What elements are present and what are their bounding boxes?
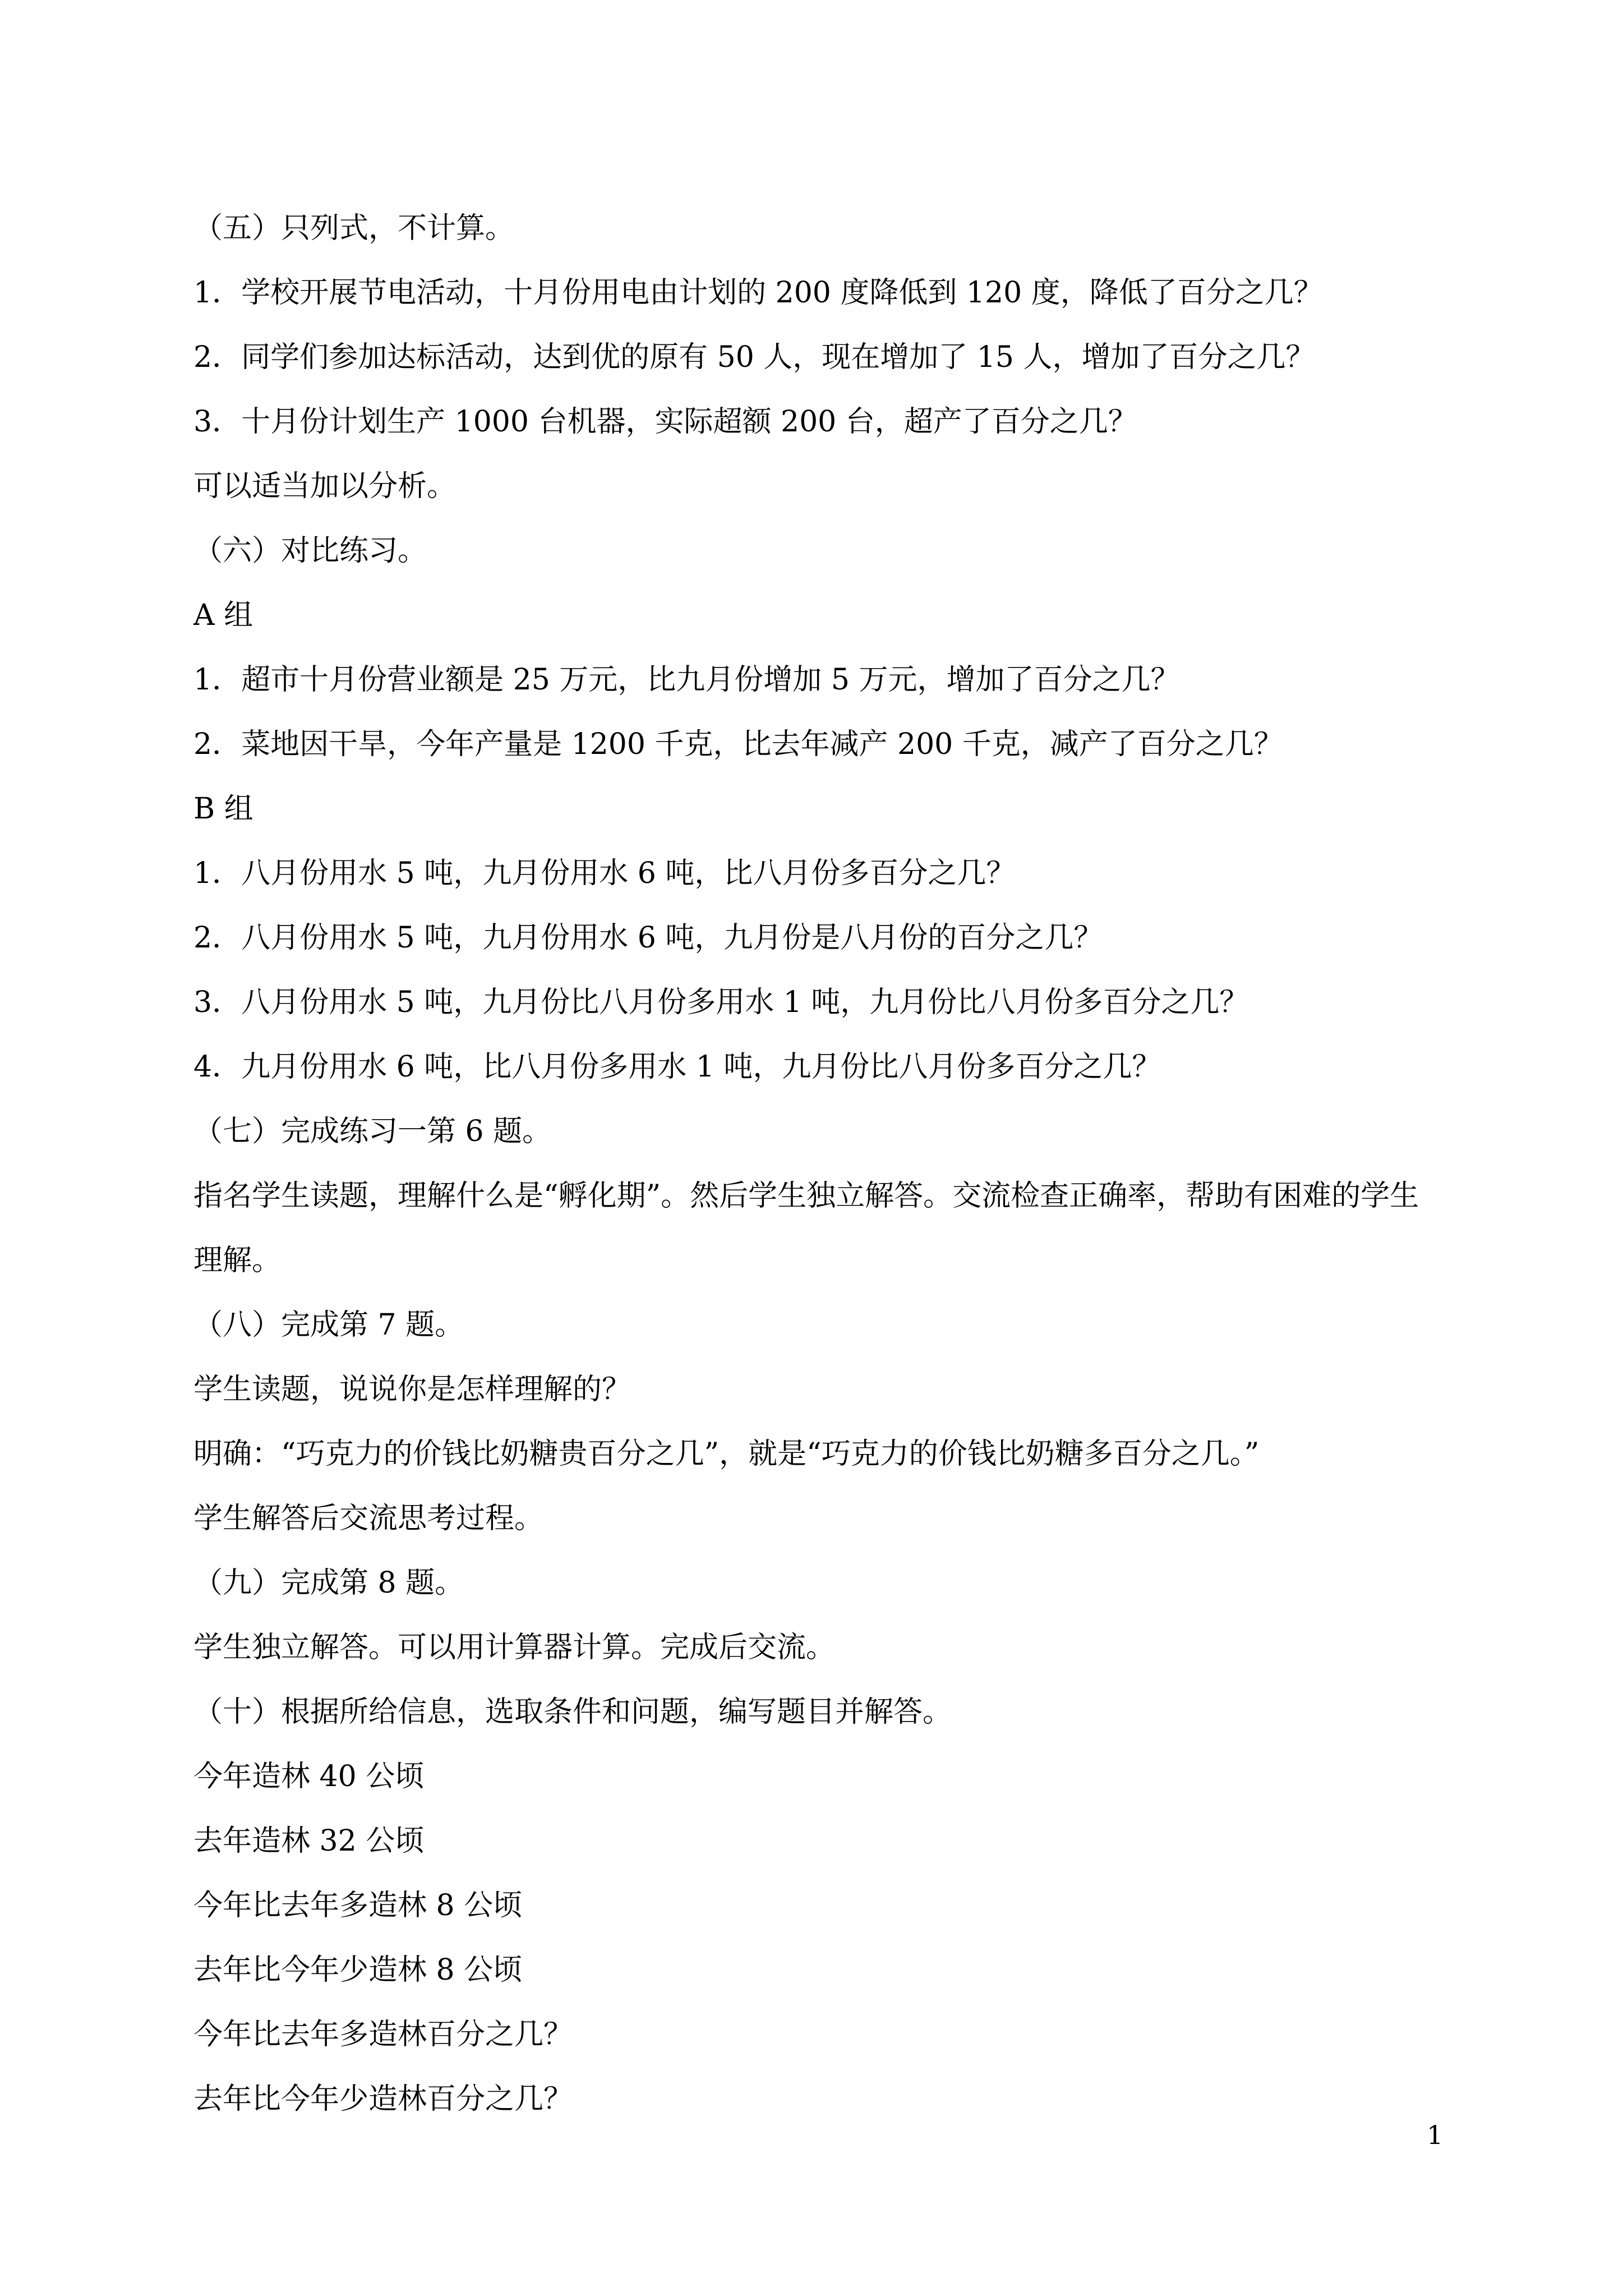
group-label-b: B 组 [193, 792, 253, 826]
section-heading-5: （五）只列式，不计算。 [193, 211, 515, 245]
exercise-line: 1．学校开展节电活动，十月份用电由计划的 200 度降低到 120 度，降低了百分之几？ [193, 276, 1323, 310]
section-heading-8: （八）完成第 7 题。 [193, 1308, 464, 1342]
info-line: 今年造林 40 公顷 [193, 1760, 425, 1793]
exercise-line: 1．超市十月份营业额是 25 万元，比九月份增加 5 万元，增加了百分之几？ [193, 663, 1180, 697]
exercise-line: 4．九月份用水 6 吨，比八月份多用水 1 吨，九月份比八月份多百分之几？ [193, 1050, 1161, 1084]
exercise-line: 3．八月份用水 5 吨，九月份比八月份多用水 1 吨，九月份比八月份多百分之几？ [193, 986, 1249, 1019]
instruction-line: 学生读题，说说你是怎样理解的？ [193, 1373, 631, 1406]
instruction-line: 明确：“巧克力的价钱比奶糖贵百分之几”，就是“巧克力的价钱比奶糖多百分之几。” [193, 1437, 1260, 1471]
section-heading-6: （六）对比练习。 [193, 534, 427, 568]
section-heading-9: （九）完成第 8 题。 [193, 1566, 464, 1600]
section-heading-7: （七）完成练习一第 6 题。 [193, 1115, 552, 1148]
group-label-a: A 组 [193, 599, 253, 632]
info-line: 去年造林 32 公顷 [193, 1824, 425, 1858]
exercise-line: 2．同学们参加达标活动，达到优的原有 50 人，现在增加了 15 人，增加了百分之几？ [193, 341, 1315, 374]
exercise-line: 2．八月份用水 5 吨，九月份用水 6 吨，九月份是八月份的百分之几？ [193, 921, 1103, 955]
exercise-line: 2．菜地因干旱，今年产量是 1200 千克，比去年减产 200 千克，减产了百分之几？ [193, 728, 1283, 761]
question-line: 今年比去年多造林百分之几？ [193, 2018, 573, 2051]
info-line: 去年比今年少造林 8 公顷 [193, 1953, 523, 1987]
instruction-paragraph: 指名学生读题，理解什么是“孵化期”。然后学生独立解答。交流检查正确率，帮助有困难的学生理解。 [193, 1179, 1419, 1277]
instruction-line: 学生独立解答。可以用计算器计算。完成后交流。 [193, 1631, 836, 1664]
document-body [193, 196, 1444, 2132]
info-line: 今年比去年多造林 8 公顷 [193, 1889, 523, 1922]
exercise-line: 3．十月份计划生产 1000 台机器，实际超额 200 台，超产了百分之几？ [193, 405, 1137, 439]
exercise-line: 1．八月份用水 5 吨，九月份用水 6 吨，比八月份多百分之几？ [193, 857, 1016, 890]
page-number: 1 [1427, 2120, 1444, 2150]
instruction-line: 学生解答后交流思考过程。 [193, 1502, 544, 1535]
section-heading-10: （十）根据所给信息，选取条件和问题，编写题目并解答。 [193, 1695, 952, 1729]
note-line: 可以适当加以分析。 [193, 470, 457, 503]
question-line: 去年比今年少造林百分之几？ [193, 2082, 573, 2116]
